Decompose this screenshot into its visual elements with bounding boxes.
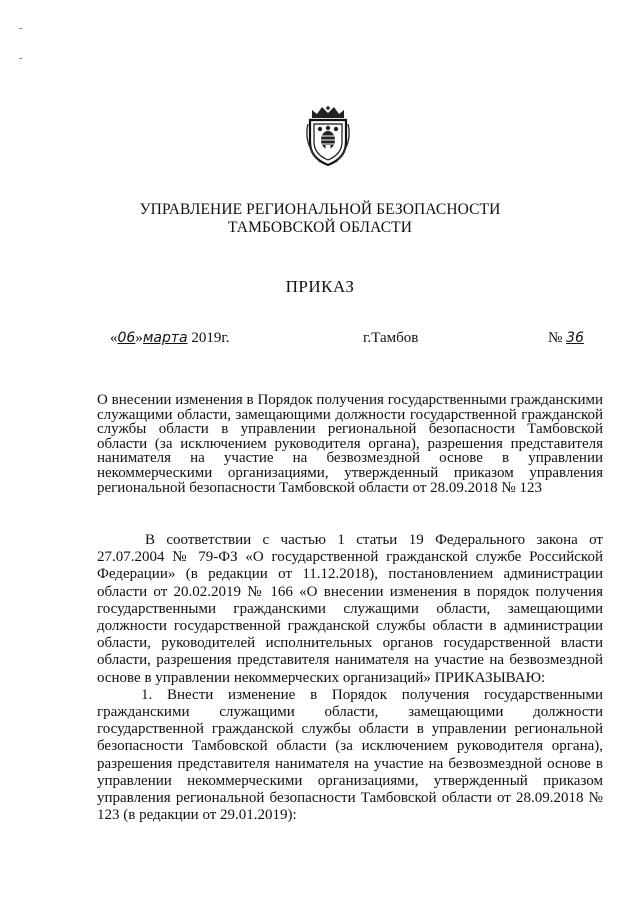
scan-mark [19, 58, 22, 59]
date-year: 2019г. [191, 330, 230, 346]
body-item-1: 1. Внести изменение в Порядок получения государственными гражданскими служащими области, замещающими должности государственной гражданской службы области в управлении региональной безопасности Тамбовской области (за исключением руководителя органа), разрешения представителя нанимателя на участие на безвозмездной основе в управлении некоммерческими организациями, утвержденный приказом управления региональной безопасности Тамбовской области от 28.09.2018 № 123 (в редакции от 29.01.2019): [97, 686, 603, 824]
date-month-handwritten: марта [142, 330, 188, 346]
coat-of-arms-icon [300, 104, 356, 168]
date-close-quote: » [135, 330, 143, 346]
number-label: № [548, 330, 563, 346]
date-open-quote: « [110, 330, 118, 346]
document-subject: О внесении изменения в Порядок получения государственными гражданскими служащими области, замещающими должности государственной гражданской службы области в управлении региональной безопасности Тамбовской области (за исключением руководителя органа), разрешения представителя нанимателя на участие на безвозмездной основе в управлении некоммерческими организациями, утвержденный приказом управления региональной безопасности Тамбовской области от 28.09.2018 № 123 [97, 392, 603, 496]
document-body [97, 532, 603, 824]
document-number [548, 330, 584, 347]
document-city: г.Тамбов [363, 330, 419, 346]
date-day-handwritten: 06 [117, 330, 136, 346]
document-title: ПРИКАЗ [285, 277, 355, 296]
body-preamble: В соответствии с частью 1 статьи 19 Федерального закона от 27.07.2004 № 79-ФЗ «О государственной гражданской службе Российской Федерации» (в редакции от 11.12.2018), постановлением администрации области от 20.02.2019 № 166 «О внесении изменения в порядок получения государственными гражданскими служащими области, замещающими должности государственной гражданской службы области в администрации области, руководителей исполнительных органов государственной власти области, разрешения представителя нанимателя на участие на безвозмездной основе в управлении некоммерческих организаций» ПРИКАЗЫВАЮ: [97, 532, 603, 686]
document-date [110, 330, 230, 347]
scan-mark [19, 28, 22, 29]
number-handwritten: 36 [566, 330, 584, 346]
dateline [0, 330, 640, 352]
organization-line-2: ТАМБОВСКОЙ ОБЛАСТИ [228, 219, 412, 236]
organization-name [120, 201, 520, 237]
organization-line-1: УПРАВЛЕНИЕ РЕГИОНАЛЬНОЙ БЕЗОПАСНОСТИ [139, 201, 501, 218]
